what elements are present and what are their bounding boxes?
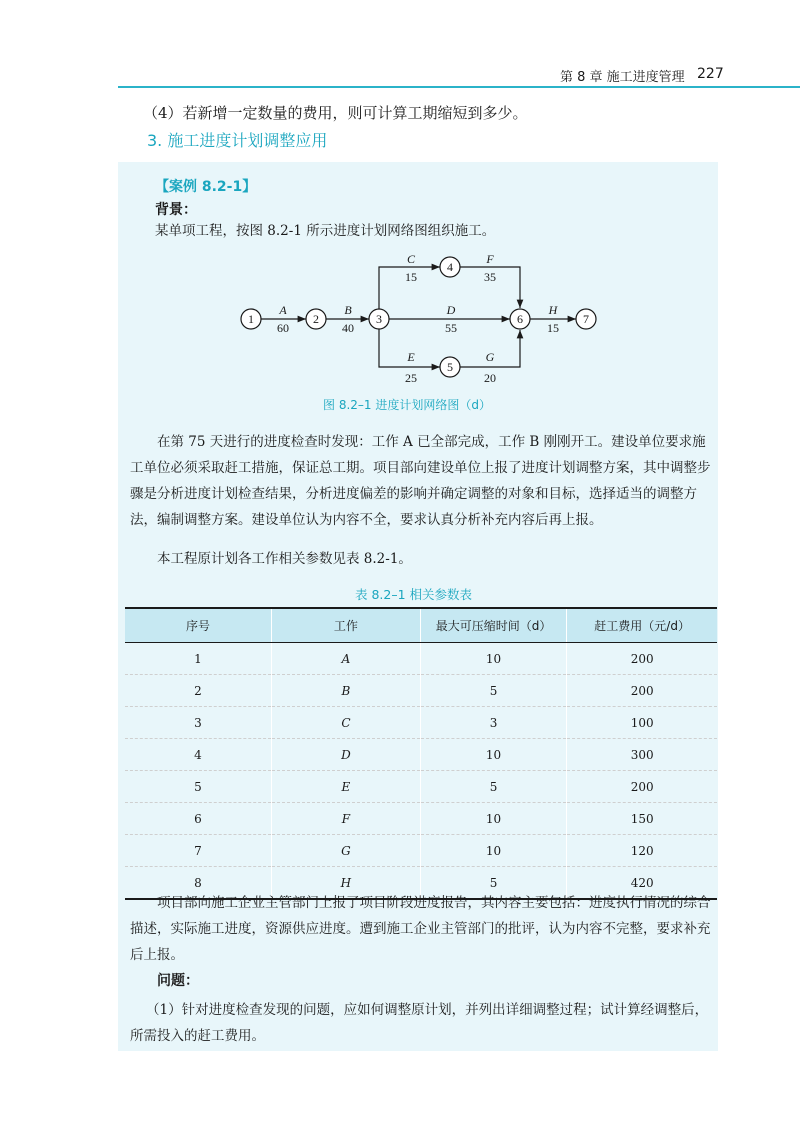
- question-1: （1）针对进度检查发现的问题，应如何调整原计划，并列出详细调整过程；试计算经调整后，所需投入的赶工费用。: [130, 1002, 709, 1044]
- cell-work: F: [271, 803, 420, 835]
- cell-index: 8: [125, 867, 271, 900]
- cell-max-compress: 3: [420, 707, 566, 739]
- cell-cost: 200: [567, 675, 717, 707]
- page-number: 227: [697, 66, 724, 82]
- case-title: 【案例 8.2-1】: [155, 179, 257, 195]
- activity-g-name: G: [485, 350, 495, 364]
- cell-max-compress: 5: [420, 771, 566, 803]
- cell-index: 4: [125, 739, 271, 771]
- table-row: [125, 707, 717, 739]
- cell-index: 1: [125, 643, 271, 675]
- cell-index: 7: [125, 835, 271, 867]
- node-2-label: 2: [313, 312, 319, 326]
- node-4-label: 4: [447, 260, 453, 274]
- cell-work: H: [271, 867, 420, 900]
- paragraph-inspection: 在第 75 天进行的进度检查时发现：工作 A 已全部完成，工作 B 刚刚开工。建设单位要求施工单位必须采取赶工措施，保证总工期。项目部向建设单位上报了进度计划调整方案，其中调整步骤是分析进度计划检查结果，分析进度偏差的影响并确定调整的对象和目标，选择适当的调整方法，编制调整方案。建设单位认为内容不全，要求认真分析补充内容后再上报。: [130, 434, 711, 528]
- activity-e-duration: 25: [405, 371, 417, 385]
- cell-max-compress: 5: [420, 675, 566, 707]
- node-1-label: 1: [248, 312, 254, 326]
- cell-max-compress: 10: [420, 643, 566, 675]
- cell-max-compress: 10: [420, 835, 566, 867]
- activity-a-name: A: [279, 303, 287, 317]
- figure-caption: 图 8.2–1 进度计划网络图（d）: [323, 398, 491, 412]
- cell-max-compress: 10: [420, 803, 566, 835]
- background-label: 背景：: [155, 202, 197, 218]
- node-3-label: 3: [376, 312, 382, 326]
- table-header-row: [125, 608, 717, 643]
- cell-cost: 200: [567, 643, 717, 675]
- activity-c-name: C: [406, 252, 416, 266]
- table-row: [125, 835, 717, 867]
- cell-work: G: [271, 835, 420, 867]
- cell-cost: 150: [567, 803, 717, 835]
- activity-e-name: E: [407, 350, 415, 364]
- activity-a-duration: 60: [277, 321, 289, 335]
- cell-work: B: [271, 675, 420, 707]
- paragraph-report: 项目部向施工企业主管部门上报了项目阶段进度报告，其内容主要包括：进度执行情况的综合描述，实际施工进度，资源供应进度。遭到施工企业主管部门的批评，认为内容不完整，要求补充后上报。: [130, 895, 711, 963]
- case-intro: 某单项工程，按图 8.2-1 所示进度计划网络图组织施工。: [155, 223, 496, 239]
- paragraph-table-ref: 本工程原计划各工作相关参数见表 8.2-1。: [157, 551, 412, 567]
- network-diagram: [230, 248, 600, 388]
- section-title: 3. 施工进度计划调整应用: [147, 131, 328, 150]
- activity-b-name: B: [344, 303, 352, 317]
- header-index: 序号: [125, 608, 271, 643]
- activity-c-duration: 15: [405, 270, 417, 284]
- cell-cost: 100: [567, 707, 717, 739]
- cell-index: 6: [125, 803, 271, 835]
- activity-f-duration: 35: [484, 270, 496, 284]
- cell-cost: 300: [567, 739, 717, 771]
- cell-work: E: [271, 771, 420, 803]
- table-row: [125, 803, 717, 835]
- table-row: [125, 675, 717, 707]
- header-work: 工作: [271, 608, 420, 643]
- header-max-compress: 最大可压缩时间（d）: [420, 608, 566, 643]
- cell-cost: 120: [567, 835, 717, 867]
- cell-max-compress: 10: [420, 739, 566, 771]
- activity-h-duration: 15: [547, 321, 559, 335]
- activity-h-name: H: [548, 303, 558, 317]
- questions-label: 问题：: [157, 973, 199, 989]
- chapter-title: 第 8 章 施工进度管理: [560, 70, 685, 85]
- table-caption: 表 8.2–1 相关参数表: [355, 587, 473, 602]
- header-cost: 赶工费用（元/d）: [567, 608, 717, 643]
- parameter-table: [125, 607, 717, 900]
- cell-work: A: [271, 643, 420, 675]
- activity-d-duration: 55: [445, 321, 457, 335]
- table-row: [125, 739, 717, 771]
- cell-cost: 200: [567, 771, 717, 803]
- cell-index: 3: [125, 707, 271, 739]
- cell-cost: 420: [567, 867, 717, 900]
- activity-f-name: F: [486, 252, 494, 266]
- cell-max-compress: 5: [420, 867, 566, 900]
- cell-index: 2: [125, 675, 271, 707]
- question-4: （4）若新增一定数量的费用，则可计算工期缩短到多少。: [143, 104, 528, 122]
- activity-d-name: D: [446, 303, 456, 317]
- table-row: [125, 643, 717, 675]
- cell-work: D: [271, 739, 420, 771]
- node-5-label: 5: [447, 360, 453, 374]
- cell-index: 5: [125, 771, 271, 803]
- node-7-label: 7: [583, 312, 589, 326]
- activity-b-duration: 40: [342, 321, 354, 335]
- header-rule: [118, 86, 800, 88]
- cell-work: C: [271, 707, 420, 739]
- table-row: [125, 771, 717, 803]
- node-6-label: 6: [517, 312, 523, 326]
- activity-g-duration: 20: [484, 371, 496, 385]
